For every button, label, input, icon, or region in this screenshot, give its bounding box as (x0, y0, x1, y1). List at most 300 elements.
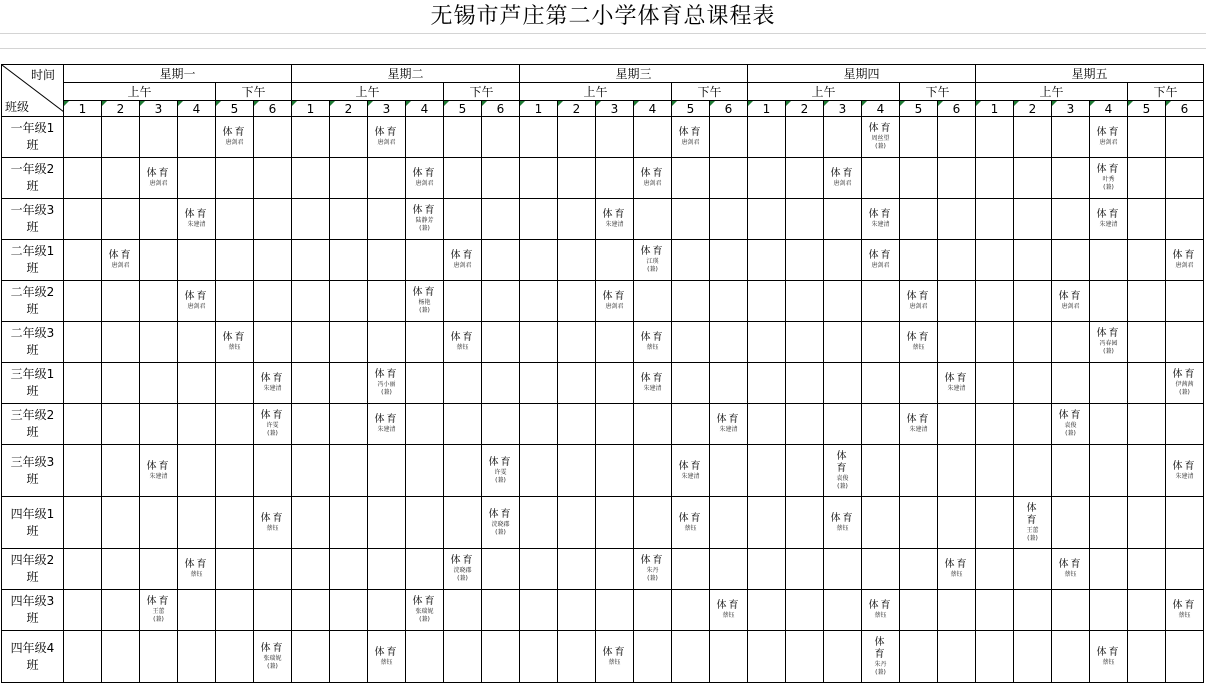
schedule-cell[interactable] (900, 363, 938, 404)
schedule-cell[interactable] (140, 363, 178, 404)
schedule-cell[interactable] (710, 445, 748, 497)
schedule-cell[interactable] (406, 322, 444, 363)
schedule-cell[interactable] (862, 497, 900, 549)
schedule-cell[interactable] (1014, 549, 1052, 590)
schedule-cell[interactable] (1128, 363, 1166, 404)
schedule-cell[interactable] (1166, 199, 1204, 240)
schedule-cell[interactable] (672, 590, 710, 631)
schedule-cell[interactable] (748, 549, 786, 590)
schedule-cell[interactable] (520, 281, 558, 322)
schedule-cell[interactable] (862, 240, 900, 281)
schedule-cell[interactable] (634, 590, 672, 631)
schedule-cell[interactable] (862, 158, 900, 199)
schedule-cell[interactable] (102, 363, 140, 404)
schedule-cell[interactable] (178, 199, 216, 240)
schedule-cell[interactable] (330, 497, 368, 549)
schedule-cell[interactable] (558, 322, 596, 363)
schedule-cell[interactable] (710, 631, 748, 683)
schedule-cell[interactable] (140, 240, 178, 281)
schedule-cell[interactable] (824, 404, 862, 445)
schedule-cell[interactable] (1090, 404, 1128, 445)
schedule-cell[interactable] (710, 158, 748, 199)
schedule-cell[interactable] (938, 497, 976, 549)
schedule-cell[interactable] (406, 631, 444, 683)
schedule-cell[interactable] (216, 549, 254, 590)
schedule-cell[interactable] (862, 404, 900, 445)
schedule-cell[interactable] (938, 281, 976, 322)
schedule-cell[interactable] (710, 590, 748, 631)
schedule-cell[interactable] (1166, 240, 1204, 281)
schedule-cell[interactable] (1090, 322, 1128, 363)
schedule-cell[interactable] (64, 445, 102, 497)
schedule-cell[interactable] (558, 404, 596, 445)
schedule-cell[interactable] (558, 199, 596, 240)
schedule-cell[interactable] (976, 590, 1014, 631)
schedule-cell[interactable] (748, 404, 786, 445)
schedule-cell[interactable] (482, 549, 520, 590)
schedule-cell[interactable] (1128, 549, 1166, 590)
schedule-cell[interactable] (900, 549, 938, 590)
schedule-cell[interactable] (634, 363, 672, 404)
schedule-cell[interactable] (520, 445, 558, 497)
schedule-cell[interactable] (64, 322, 102, 363)
schedule-cell[interactable] (520, 590, 558, 631)
schedule-cell[interactable] (938, 199, 976, 240)
schedule-cell[interactable] (216, 158, 254, 199)
schedule-cell[interactable] (748, 363, 786, 404)
schedule-cell[interactable] (1166, 497, 1204, 549)
schedule-cell[interactable] (1128, 631, 1166, 683)
schedule-cell[interactable] (900, 158, 938, 199)
schedule-cell[interactable] (368, 497, 406, 549)
schedule-cell[interactable] (558, 117, 596, 158)
schedule-cell[interactable] (406, 590, 444, 631)
schedule-cell[interactable] (216, 363, 254, 404)
schedule-cell[interactable] (292, 631, 330, 683)
schedule-cell[interactable] (710, 363, 748, 404)
schedule-cell[interactable] (558, 445, 596, 497)
schedule-cell[interactable] (406, 117, 444, 158)
schedule-cell[interactable] (482, 322, 520, 363)
schedule-cell[interactable] (900, 240, 938, 281)
schedule-cell[interactable] (406, 445, 444, 497)
schedule-cell[interactable] (482, 445, 520, 497)
schedule-cell[interactable] (406, 199, 444, 240)
schedule-cell[interactable] (596, 445, 634, 497)
schedule-cell[interactable] (634, 322, 672, 363)
schedule-cell[interactable] (330, 445, 368, 497)
schedule-cell[interactable] (64, 199, 102, 240)
schedule-cell[interactable] (634, 497, 672, 549)
schedule-cell[interactable] (558, 281, 596, 322)
schedule-cell[interactable] (900, 404, 938, 445)
schedule-cell[interactable] (786, 363, 824, 404)
schedule-cell[interactable] (596, 281, 634, 322)
schedule-cell[interactable] (710, 281, 748, 322)
schedule-cell[interactable] (254, 240, 292, 281)
schedule-cell[interactable] (1128, 404, 1166, 445)
schedule-cell[interactable] (1128, 322, 1166, 363)
schedule-cell[interactable] (520, 363, 558, 404)
schedule-cell[interactable] (1052, 363, 1090, 404)
schedule-cell[interactable] (1014, 590, 1052, 631)
schedule-cell[interactable] (900, 445, 938, 497)
schedule-cell[interactable] (976, 240, 1014, 281)
schedule-cell[interactable] (368, 117, 406, 158)
schedule-cell[interactable] (444, 445, 482, 497)
schedule-cell[interactable] (596, 404, 634, 445)
schedule-cell[interactable] (938, 240, 976, 281)
schedule-cell[interactable] (710, 117, 748, 158)
schedule-cell[interactable] (368, 631, 406, 683)
schedule-cell[interactable] (216, 281, 254, 322)
schedule-cell[interactable] (672, 631, 710, 683)
schedule-cell[interactable] (900, 281, 938, 322)
schedule-cell[interactable] (444, 631, 482, 683)
schedule-cell[interactable] (786, 281, 824, 322)
schedule-cell[interactable] (102, 590, 140, 631)
schedule-cell[interactable] (558, 497, 596, 549)
schedule-cell[interactable] (634, 549, 672, 590)
schedule-cell[interactable] (1166, 117, 1204, 158)
schedule-cell[interactable] (444, 590, 482, 631)
schedule-cell[interactable] (748, 158, 786, 199)
schedule-cell[interactable] (1166, 445, 1204, 497)
schedule-cell[interactable] (178, 281, 216, 322)
schedule-cell[interactable] (102, 549, 140, 590)
schedule-cell[interactable] (1128, 445, 1166, 497)
schedule-cell[interactable] (824, 240, 862, 281)
schedule-cell[interactable] (786, 199, 824, 240)
schedule-cell[interactable] (140, 404, 178, 445)
schedule-cell[interactable] (216, 445, 254, 497)
schedule-cell[interactable] (140, 281, 178, 322)
schedule-cell[interactable] (482, 158, 520, 199)
schedule-cell[interactable] (672, 117, 710, 158)
schedule-cell[interactable] (292, 590, 330, 631)
schedule-cell[interactable] (558, 240, 596, 281)
schedule-cell[interactable] (216, 117, 254, 158)
schedule-cell[interactable] (1166, 631, 1204, 683)
schedule-cell[interactable] (1166, 158, 1204, 199)
schedule-cell[interactable] (178, 445, 216, 497)
schedule-cell[interactable] (862, 322, 900, 363)
schedule-cell[interactable] (558, 158, 596, 199)
schedule-cell[interactable] (1090, 590, 1128, 631)
schedule-cell[interactable] (938, 590, 976, 631)
schedule-cell[interactable] (786, 240, 824, 281)
schedule-cell[interactable] (140, 199, 178, 240)
schedule-cell[interactable] (406, 158, 444, 199)
schedule-cell[interactable] (938, 549, 976, 590)
schedule-cell[interactable] (824, 199, 862, 240)
schedule-cell[interactable] (748, 497, 786, 549)
schedule-cell[interactable] (976, 497, 1014, 549)
schedule-cell[interactable] (140, 158, 178, 199)
schedule-cell[interactable] (64, 590, 102, 631)
schedule-cell[interactable] (634, 240, 672, 281)
schedule-cell[interactable] (292, 117, 330, 158)
schedule-cell[interactable] (976, 322, 1014, 363)
schedule-cell[interactable] (862, 549, 900, 590)
schedule-cell[interactable] (520, 158, 558, 199)
schedule-cell[interactable] (596, 363, 634, 404)
schedule-cell[interactable] (178, 363, 216, 404)
schedule-cell[interactable] (1014, 497, 1052, 549)
schedule-cell[interactable] (748, 281, 786, 322)
schedule-cell[interactable] (520, 549, 558, 590)
schedule-cell[interactable] (292, 199, 330, 240)
schedule-cell[interactable] (178, 590, 216, 631)
schedule-cell[interactable] (1090, 240, 1128, 281)
schedule-cell[interactable] (330, 240, 368, 281)
schedule-cell[interactable] (634, 158, 672, 199)
schedule-cell[interactable] (64, 404, 102, 445)
schedule-cell[interactable] (824, 445, 862, 497)
schedule-cell[interactable] (786, 631, 824, 683)
schedule-cell[interactable] (672, 240, 710, 281)
schedule-cell[interactable] (1014, 117, 1052, 158)
schedule-cell[interactable] (406, 497, 444, 549)
schedule-cell[interactable] (862, 199, 900, 240)
schedule-cell[interactable] (558, 590, 596, 631)
schedule-cell[interactable] (900, 590, 938, 631)
schedule-cell[interactable] (1014, 281, 1052, 322)
schedule-cell[interactable] (900, 497, 938, 549)
schedule-cell[interactable] (254, 445, 292, 497)
schedule-cell[interactable] (520, 240, 558, 281)
schedule-cell[interactable] (330, 590, 368, 631)
schedule-cell[interactable] (672, 549, 710, 590)
schedule-cell[interactable] (1014, 363, 1052, 404)
schedule-cell[interactable] (368, 322, 406, 363)
schedule-cell[interactable] (178, 549, 216, 590)
schedule-cell[interactable] (824, 281, 862, 322)
schedule-cell[interactable] (140, 117, 178, 158)
schedule-cell[interactable] (330, 404, 368, 445)
schedule-cell[interactable] (102, 199, 140, 240)
schedule-cell[interactable] (482, 117, 520, 158)
schedule-cell[interactable] (710, 240, 748, 281)
schedule-cell[interactable] (444, 158, 482, 199)
schedule-cell[interactable] (1090, 631, 1128, 683)
schedule-cell[interactable] (482, 631, 520, 683)
schedule-cell[interactable] (1052, 281, 1090, 322)
schedule-cell[interactable] (1090, 199, 1128, 240)
schedule-cell[interactable] (786, 117, 824, 158)
schedule-cell[interactable] (216, 590, 254, 631)
schedule-cell[interactable] (900, 322, 938, 363)
schedule-cell[interactable] (596, 549, 634, 590)
schedule-cell[interactable] (292, 404, 330, 445)
schedule-cell[interactable] (672, 322, 710, 363)
schedule-cell[interactable] (938, 363, 976, 404)
schedule-cell[interactable] (938, 322, 976, 363)
schedule-cell[interactable] (178, 497, 216, 549)
schedule-cell[interactable] (64, 631, 102, 683)
schedule-cell[interactable] (1090, 158, 1128, 199)
schedule-cell[interactable] (634, 404, 672, 445)
schedule-cell[interactable] (824, 363, 862, 404)
schedule-cell[interactable] (976, 281, 1014, 322)
schedule-cell[interactable] (102, 322, 140, 363)
schedule-cell[interactable] (1090, 281, 1128, 322)
schedule-cell[interactable] (1014, 199, 1052, 240)
schedule-cell[interactable] (862, 363, 900, 404)
schedule-cell[interactable] (406, 549, 444, 590)
schedule-cell[interactable] (330, 117, 368, 158)
schedule-cell[interactable] (1090, 549, 1128, 590)
schedule-cell[interactable] (748, 240, 786, 281)
schedule-cell[interactable] (102, 240, 140, 281)
schedule-cell[interactable] (444, 240, 482, 281)
schedule-cell[interactable] (824, 590, 862, 631)
schedule-cell[interactable] (1052, 117, 1090, 158)
schedule-cell[interactable] (824, 549, 862, 590)
schedule-cell[interactable] (672, 445, 710, 497)
schedule-cell[interactable] (596, 497, 634, 549)
schedule-cell[interactable] (1052, 158, 1090, 199)
schedule-cell[interactable] (64, 497, 102, 549)
schedule-cell[interactable] (254, 590, 292, 631)
schedule-cell[interactable] (596, 590, 634, 631)
schedule-cell[interactable] (368, 281, 406, 322)
schedule-cell[interactable] (368, 199, 406, 240)
schedule-cell[interactable] (1052, 322, 1090, 363)
schedule-cell[interactable] (216, 404, 254, 445)
schedule-cell[interactable] (558, 363, 596, 404)
schedule-cell[interactable] (520, 199, 558, 240)
schedule-cell[interactable] (1128, 497, 1166, 549)
schedule-cell[interactable] (254, 281, 292, 322)
schedule-cell[interactable] (710, 322, 748, 363)
schedule-cell[interactable] (672, 404, 710, 445)
schedule-cell[interactable] (254, 497, 292, 549)
schedule-cell[interactable] (634, 631, 672, 683)
schedule-cell[interactable] (64, 158, 102, 199)
schedule-cell[interactable] (748, 590, 786, 631)
schedule-cell[interactable] (254, 199, 292, 240)
schedule-cell[interactable] (1166, 281, 1204, 322)
schedule-cell[interactable] (824, 322, 862, 363)
schedule-cell[interactable] (634, 117, 672, 158)
schedule-cell[interactable] (292, 497, 330, 549)
schedule-cell[interactable] (1166, 590, 1204, 631)
schedule-cell[interactable] (444, 281, 482, 322)
schedule-cell[interactable] (596, 158, 634, 199)
schedule-cell[interactable] (710, 549, 748, 590)
schedule-cell[interactable] (976, 631, 1014, 683)
schedule-cell[interactable] (786, 497, 824, 549)
schedule-cell[interactable] (710, 497, 748, 549)
schedule-cell[interactable] (976, 158, 1014, 199)
schedule-cell[interactable] (862, 631, 900, 683)
schedule-cell[interactable] (786, 158, 824, 199)
schedule-cell[interactable] (140, 322, 178, 363)
schedule-cell[interactable] (216, 631, 254, 683)
schedule-cell[interactable] (64, 363, 102, 404)
schedule-cell[interactable] (444, 363, 482, 404)
schedule-cell[interactable] (558, 549, 596, 590)
schedule-cell[interactable] (140, 445, 178, 497)
schedule-cell[interactable] (368, 549, 406, 590)
schedule-cell[interactable] (1052, 199, 1090, 240)
schedule-cell[interactable] (178, 117, 216, 158)
schedule-cell[interactable] (976, 363, 1014, 404)
schedule-cell[interactable] (1014, 404, 1052, 445)
schedule-cell[interactable] (786, 322, 824, 363)
schedule-cell[interactable] (672, 199, 710, 240)
schedule-cell[interactable] (444, 497, 482, 549)
schedule-cell[interactable] (216, 240, 254, 281)
schedule-cell[interactable] (64, 117, 102, 158)
schedule-cell[interactable] (406, 281, 444, 322)
schedule-cell[interactable] (748, 117, 786, 158)
schedule-cell[interactable] (482, 240, 520, 281)
schedule-cell[interactable] (976, 199, 1014, 240)
schedule-cell[interactable] (102, 497, 140, 549)
schedule-cell[interactable] (1128, 281, 1166, 322)
schedule-cell[interactable] (520, 117, 558, 158)
schedule-cell[interactable] (710, 404, 748, 445)
schedule-cell[interactable] (406, 404, 444, 445)
schedule-cell[interactable] (330, 363, 368, 404)
schedule-cell[interactable] (1128, 240, 1166, 281)
schedule-cell[interactable] (216, 199, 254, 240)
schedule-cell[interactable] (292, 322, 330, 363)
schedule-cell[interactable] (824, 117, 862, 158)
schedule-cell[interactable] (368, 363, 406, 404)
schedule-cell[interactable] (938, 158, 976, 199)
schedule-cell[interactable] (634, 199, 672, 240)
schedule-cell[interactable] (254, 404, 292, 445)
schedule-cell[interactable] (292, 281, 330, 322)
schedule-cell[interactable] (976, 445, 1014, 497)
schedule-cell[interactable] (672, 158, 710, 199)
schedule-cell[interactable] (330, 631, 368, 683)
schedule-cell[interactable] (672, 363, 710, 404)
schedule-cell[interactable] (292, 549, 330, 590)
schedule-cell[interactable] (482, 404, 520, 445)
schedule-cell[interactable] (102, 631, 140, 683)
schedule-cell[interactable] (1128, 117, 1166, 158)
schedule-cell[interactable] (64, 549, 102, 590)
schedule-cell[interactable] (444, 117, 482, 158)
schedule-cell[interactable] (102, 445, 140, 497)
schedule-cell[interactable] (596, 631, 634, 683)
schedule-cell[interactable] (596, 322, 634, 363)
schedule-cell[interactable] (976, 549, 1014, 590)
schedule-cell[interactable] (178, 240, 216, 281)
schedule-cell[interactable] (938, 404, 976, 445)
schedule-cell[interactable] (444, 404, 482, 445)
schedule-cell[interactable] (292, 158, 330, 199)
schedule-cell[interactable] (102, 158, 140, 199)
schedule-cell[interactable] (1014, 322, 1052, 363)
schedule-cell[interactable] (596, 240, 634, 281)
schedule-cell[interactable] (444, 322, 482, 363)
schedule-cell[interactable] (140, 497, 178, 549)
schedule-cell[interactable] (1166, 549, 1204, 590)
schedule-cell[interactable] (178, 404, 216, 445)
schedule-cell[interactable] (368, 445, 406, 497)
schedule-cell[interactable] (64, 240, 102, 281)
schedule-cell[interactable] (1014, 631, 1052, 683)
schedule-cell[interactable] (330, 549, 368, 590)
schedule-cell[interactable] (292, 363, 330, 404)
schedule-cell[interactable] (140, 631, 178, 683)
schedule-cell[interactable] (748, 322, 786, 363)
